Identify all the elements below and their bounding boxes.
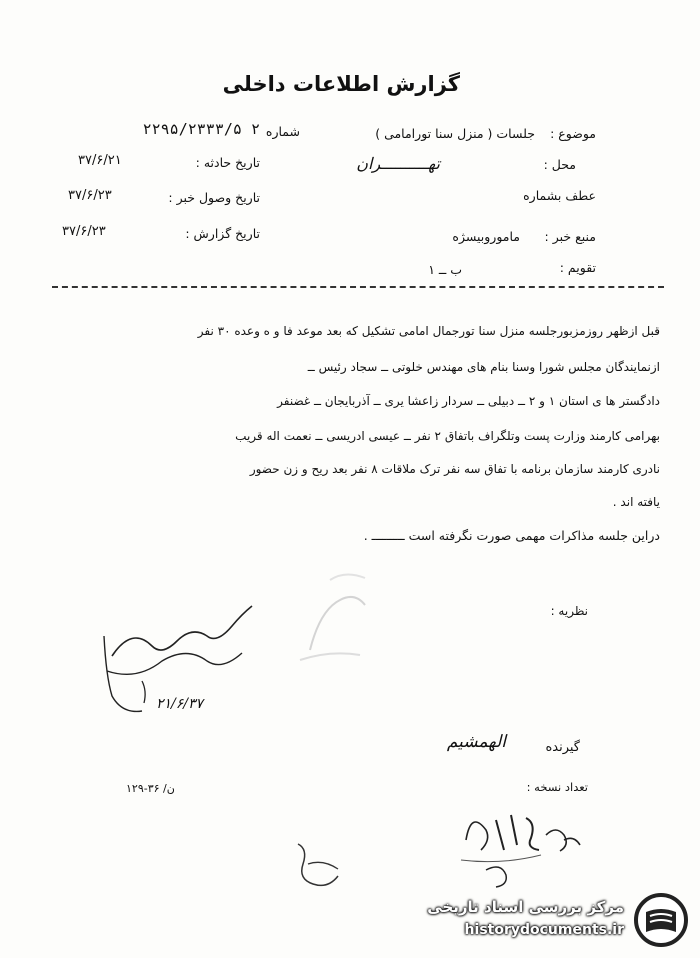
body-line-4: بهرامی کارمند وزارت پست وتلگراف باتفاق ۲ نفر ــ عیسی ادریسی ــ نعمت اله قریب: [235, 429, 660, 443]
place-value: تهــــــــــران: [356, 154, 440, 173]
report-date-label: تاریخ گزارش :: [185, 226, 260, 241]
subject-label: موضوع :: [550, 126, 596, 141]
receipt-date-value: ۳۷/۶/۲۳: [68, 188, 112, 203]
reporter-value: الهمشیم: [446, 732, 506, 752]
body-line-3: دادگستر ها ی استان ۱ و ۲ ــ دبیلی ــ سردار زاعشا یری ــ آذربایجان ــ غضنفر: [277, 394, 660, 408]
opinion-label: نظریه :: [550, 604, 588, 618]
header-separator: [52, 286, 664, 288]
margin-scribble: [288, 834, 358, 894]
faint-bleedthrough-marks: [290, 560, 380, 670]
handwritten-annotation: [456, 800, 596, 900]
body-line-2: ازنمایندگان مجلس شورا وسنا بنام های مهندس خلوتی ــ سجاد رئیس ــ: [307, 360, 660, 374]
evaluation-label: تقویم :: [559, 260, 596, 275]
event-date-value: ۳۷/۶/۲۱: [78, 153, 122, 168]
body-line-6: یافته اند .: [612, 495, 660, 509]
archive-logo-icon: [632, 892, 690, 948]
number-value: ۲۲۹۵/۲۳۳۳/۵ ۲: [142, 120, 260, 138]
archive-watermark: [404, 886, 694, 952]
body-line-1: قبل ازظهر روزمزبورجلسه منزل سنا تورجمال امامی تشکیل که بعد موعد فا و ه وعده ۳۰ نفر: [197, 324, 660, 338]
evaluation-value: ب ــ ۱: [428, 262, 462, 277]
watermark-title: مرکز بررسی اسناد تاریخی: [427, 898, 624, 916]
handwritten-date: ۲۱/۶/۳۷: [156, 696, 204, 712]
number-label: شماره: [265, 124, 300, 139]
copies-label: تعداد نسخه :: [526, 780, 588, 794]
watermark-url: historydocuments.ir: [464, 922, 624, 938]
reporter-label: گیرنده: [545, 740, 580, 755]
place-label: محل :: [543, 157, 576, 172]
subject-value: جلسات ( منزل سنا تورامامی ): [375, 126, 535, 141]
report-date-value: ۳۷/۶/۲۳: [62, 224, 106, 239]
source-label: منبع خبر :: [544, 229, 596, 244]
document-title: گزارش اطلاعات داخلی: [222, 72, 460, 96]
body-line-5: نادری کارمند سازمان برنامه با تفاق سه نفر ترک ملاقات ۸ نفر بعد ریح و زن حضور: [249, 462, 660, 476]
source-value: ماموروبیسژه: [452, 229, 520, 244]
ref-label: عطف بشماره: [523, 188, 596, 203]
event-date-label: تاریخ حادثه :: [195, 155, 260, 170]
file-number: ۱۲۹-۳۶ /ن: [126, 782, 175, 795]
receipt-date-label: تاریخ وصول خبر :: [168, 190, 260, 205]
closing-line: دراین جلسه مذاکرات مهمی صورت نگرفته است ـــــــــ .: [363, 528, 660, 543]
